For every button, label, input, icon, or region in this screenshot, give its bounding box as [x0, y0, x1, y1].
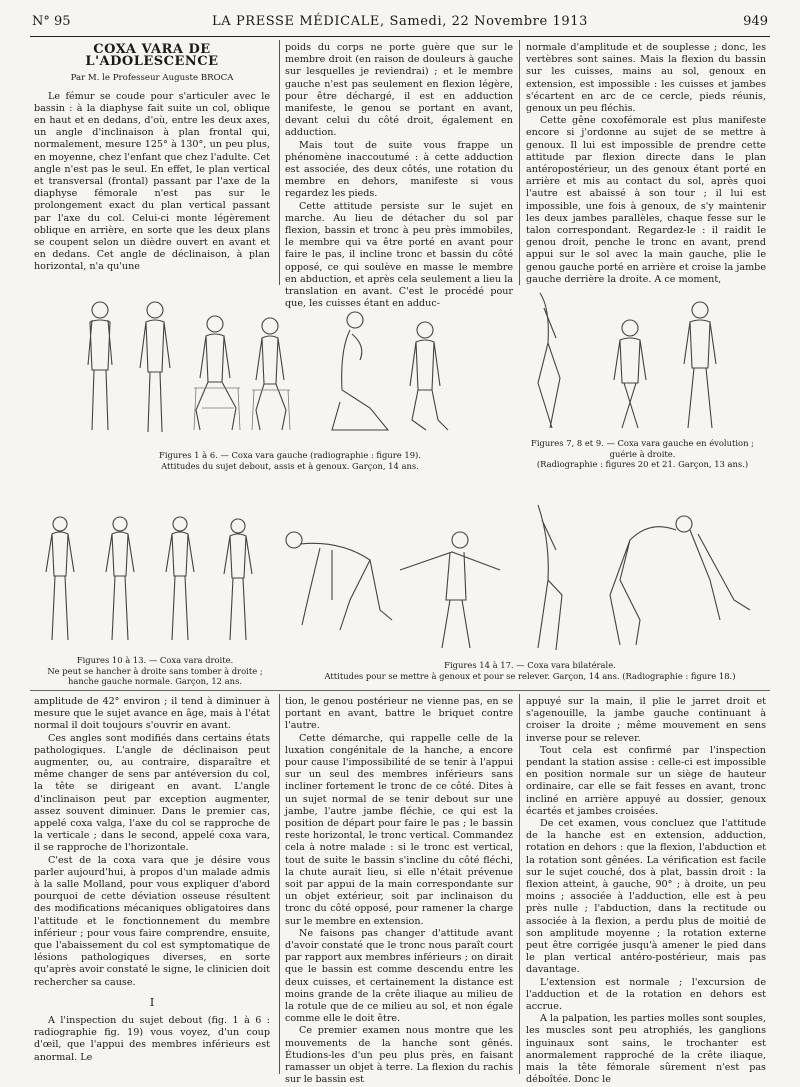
column-divider [519, 40, 520, 285]
caption-line: Attitudes pour se mettre à genoux et pour se relever. Garçon, 14 ans. (Radiographie : figure 18.) [324, 670, 736, 681]
bottom-column-3 [526, 696, 766, 1087]
caption-line: Ne peut se hancher à droite sans tomber à droite ; [47, 665, 263, 676]
column-divider [279, 40, 280, 285]
figures-7-9-caption [515, 438, 770, 470]
figure-rule [30, 690, 770, 691]
figures-10-13-drawing [30, 510, 270, 650]
caption-line: Figures 1 à 6. — Coxa vara gauche (radiographie : figure 19). [159, 450, 421, 460]
caption-line: guérie à droite. [609, 448, 676, 459]
paragraph: Tout cela est confirmé par l'inspection pendant la station assise : celle-ci est impossible en position normale sur un siège de hauteur ordinaire, car elle se fait fesses en avant, tronc incliné en arrière appuyé au dossier, genoux écartés et jambes croisées. [526, 744, 766, 817]
bottom-column-2 [285, 696, 513, 1087]
paragraph: Cette attitude persiste sur le sujet en marche. Au lieu de détacher du sol par flexion, bassin et tronc à peu près immobiles, le membre qui va être porté en avant pour faire le pas, il incline tronc et bassin du côté opposé, ce qui soulève en masse le membre en abduction, et après cela seulement a lieu la translation en avant. C'est le procédé pour que, les cuisses étant en adduc- [285, 200, 513, 310]
paragraph: amplitude de 42° environ ; il tend à diminuer à mesure que le sujet avance en âge, mais à l'état normal il doit toujours s'ouvrir en avant. [34, 696, 270, 732]
paragraph: poids du corps ne porte guère que sur le membre droit (en raison de douleurs à gauche sur lesquelles je reviendrai) ; et le membre gauche n'est pas seulement en flexion légère, pour être déchargé, il est en adduction manifeste, le genou se portant en avant, devant celui du côté droit, également en adduction. [285, 42, 513, 139]
caption-line: hanche gauche normale. Garçon, 12 ans. [67, 676, 243, 686]
caption-line: Attitudes du sujet debout, assis et à genoux. Garçon, 14 ans. [161, 460, 419, 471]
figures-10-13-caption [40, 655, 270, 687]
figures-7-9-drawing [520, 288, 770, 438]
paragraph: De cet examen, vous concluez que l'attitude de la hanche est en extension, adduction, rotation en dehors : que la flexion, l'abduction et la rotation sont gênées. La vérification est facile sur le sujet couché, dos à plat, bassin droit : la flexion atteint, à gauche, 90° ; à droite, un peu moins ; associée à l'adduction, elle est à peu près nulle ; l'abduction, dans la rectitude ou associée à la flexion, a perdu plus de moitié de son amplitude moyenne ; la rotation externe peut être corrigée jusqu'à amener le pied dans le plan vertical antéro-postérieur, mais pas davantage. [526, 818, 766, 976]
article-title: COXA VARA DE L'ADOLESCENCE [85, 42, 219, 70]
page-header [30, 14, 770, 34]
paragraph: normale d'amplitude et de souplesse ; donc, les vertèbres sont saines. Mais la flexion du bassin sur les cuisses, mains au sol, genoux en extension, est impossible : les cuisses et jambes s'écartent en arc de ce cercle, pieds réunis, genoux un peu fléchis. [526, 42, 766, 115]
figures-14-17-drawing [280, 500, 770, 655]
header-rule [30, 36, 770, 37]
column-divider [279, 694, 280, 1074]
paragraph: appuyé sur la main, il plie le jarret droit et s'agenouille, la jambe gauche continuant à croiser la droite ; même mouvement en sens inverse pour se relever. [526, 696, 766, 744]
caption-line: Figures 7, 8 et 9. — Coxa vara gauche en évolution ; [531, 438, 754, 448]
top-column-1 [34, 42, 270, 274]
journal-title: LA PRESSE MÉDICALE, Samedi, 22 Novembre 1913 [212, 14, 588, 29]
section-heading: I [149, 995, 155, 1009]
paragraph: Ne faisons pas changer d'attitude avant d'avoir constaté que le tronc nous paraît court par rapport aux membres inférieurs ; on dirait que le bassin est comme descendu entre les deux cuisses, et certainement la distance est moins grande de la crête iliaque au milieu de la rotule que de ce milieu au sol, et non égale comme elle le doit être. [285, 927, 513, 1025]
paragraph: Mais tout de suite vous frappe un phénomène inaccoutumé : à cette adduction est associée, des deux côtés, une rotation du membre en dehors, manifeste si vous regardez les pieds. [285, 139, 513, 200]
figures-14-17-caption [290, 660, 770, 681]
paragraph: C'est de la coxa vara que je désire vous parler aujourd'hui, à propos d'un malade admis à la salle Molland, pour vous expliquer d'abord pourquoi de cette déviation osseuse résultent des modifications mécaniques obligatoires dans l'attitude et le fonctionnement du membre inférieur ; pour vous faire comprendre, ensuite, que l'abaissement du col est symptomatique de lésions pathologiques diverses, en sorte qu'après avoir constaté le signe, le clinicien doit rechercher sa cause. [34, 854, 270, 988]
page-number: 949 [743, 14, 768, 29]
figures-1-6-drawing [70, 290, 510, 440]
caption-line: Figures 14 à 17. — Coxa vara bilatérale. [444, 660, 616, 670]
paragraph: A l'inspection du sujet debout (fig. 1 à 6 : radiographie fig. 19) vous voyez, d'un coup d'œil, que l'appui des membres inférieurs est anormal. Le [34, 1015, 270, 1063]
caption-line: Figures 10 à 13. — Coxa vara droite. [76, 655, 234, 665]
paragraph: Cette démarche, qui rappelle celle de la luxation congénitale de la hanche, a encore pour cause l'impossibilité de se tenir à l'appui sur un seul des membres inférieurs sans incliner fortement le tronc de ce côté. Dites à un sujet normal de se tenir debout sur une jambe, l'autre jambe fléchie, ce qui est la position de départ pour faire le pas ; le bassin reste horizontal, le tronc vertical. Commandez cela à notre malade : si le tronc est vertical, tout de suite le bassin s'incline du côté fléchi, la chute aurait lieu, si elle n'était prévenue soit par appui de la main correspondante sur un objet extérieur, soit par inclinaison du tronc du côté opposé, pour ramener la charge sur le membre en extension. [285, 732, 513, 927]
figures-1-6-caption [90, 450, 490, 471]
paragraph: Cette gêne coxofémorale est plus manifeste encore si j'ordonne au sujet de se mettre à genoux. Il lui est impossible de prendre cette attitude par flexion directe dans le plan antéropostérieur, un des genoux étant porté en arrière et mis au contact du sol, après quoi l'autre est abaissé à son tour ; il lui est impossible, une fois à genoux, de s'y maintenir les deux jambes parallèles, chaque fesse sur le talon correspondant. Regardez-le : il raidit le genou droit, penche le tronc en avant, prend appui sur le sol avec la main gauche, plie le genou gauche porté en arrière et croise la jambe gauche derrière la droite. A ce moment, [526, 115, 766, 285]
paragraph: tion, le genou postérieur ne vienne pas, en se portant en avant, battre le briquet contre l'autre. [285, 696, 513, 732]
column-divider [519, 694, 520, 1074]
paragraph: L'extension est normale ; l'excursion de l'adduction et de la rotation en dehors est accrue. [526, 976, 766, 1013]
top-column-2 [285, 42, 513, 310]
paragraph: Ces angles sont modifiés dans certains états pathologiques. L'angle de déclinaison peut augmenter, ou, au contraire, disparaître et même changer de sens par antéversion du col, la tête se dirigeant en avant. L'angle d'inclinaison peut par exception augmenter, assez souvent diminuer. Dans le premier cas, appelé coxa valga, l'axe du col se rapproche de la verticale ; dans le second, appelé coxa vara, il se rapproche de l'horizontale. [34, 732, 270, 854]
top-column-3 [526, 42, 766, 286]
bottom-column-1 [34, 696, 270, 1064]
issue-number: N° 95 [32, 14, 71, 29]
paragraph: Le fémur se coude pour s'articuler avec le bassin : à la diaphyse fait suite un col, oblique en haut et en dedans, d'où, entre les deux axes, un angle d'inclinaison à plan frontal qui, normalement, mesure 125° à 130°, un peu plus, en moyenne, chez l'enfant que chez l'adulte. Cet angle n'est pas le seul. En effet, le plan vertical et transversal (frontal) passant par l'axe de la diaphyse fémorale n'est pas sur le prolongement exact du plan vertical passant par l'axe du col. Celui-ci monte légèrement oblique en arrière, en sorte que les deux plans se coupent selon un dièdre ouvert en avant et en dedans. Cet angle de déclinaison, à plan horizontal, n'a qu'une [34, 90, 270, 273]
paragraph: A la palpation, les parties molles sont souples, les muscles sont peu atrophiés, les ganglions inguinaux sont sains, le trochanter est anormalement rapproché de la crête iliaque, mais la tête fémorale sûrement n'est pas déboîtée. Donc le [526, 1013, 766, 1086]
article-author: Par M. le Professeur Auguste BROCA [70, 73, 234, 84]
caption-line: (Radiographie : figures 20 et 21. Garçon, 13 ans.) [536, 459, 749, 469]
paragraph: Ce premier examen nous montre que les mouvements de la hanche sont gênés. Étudions-les d'un peu plus près, en faisant ramasser un objet à terre. La flexion du rachis sur le bassin est [285, 1025, 513, 1086]
